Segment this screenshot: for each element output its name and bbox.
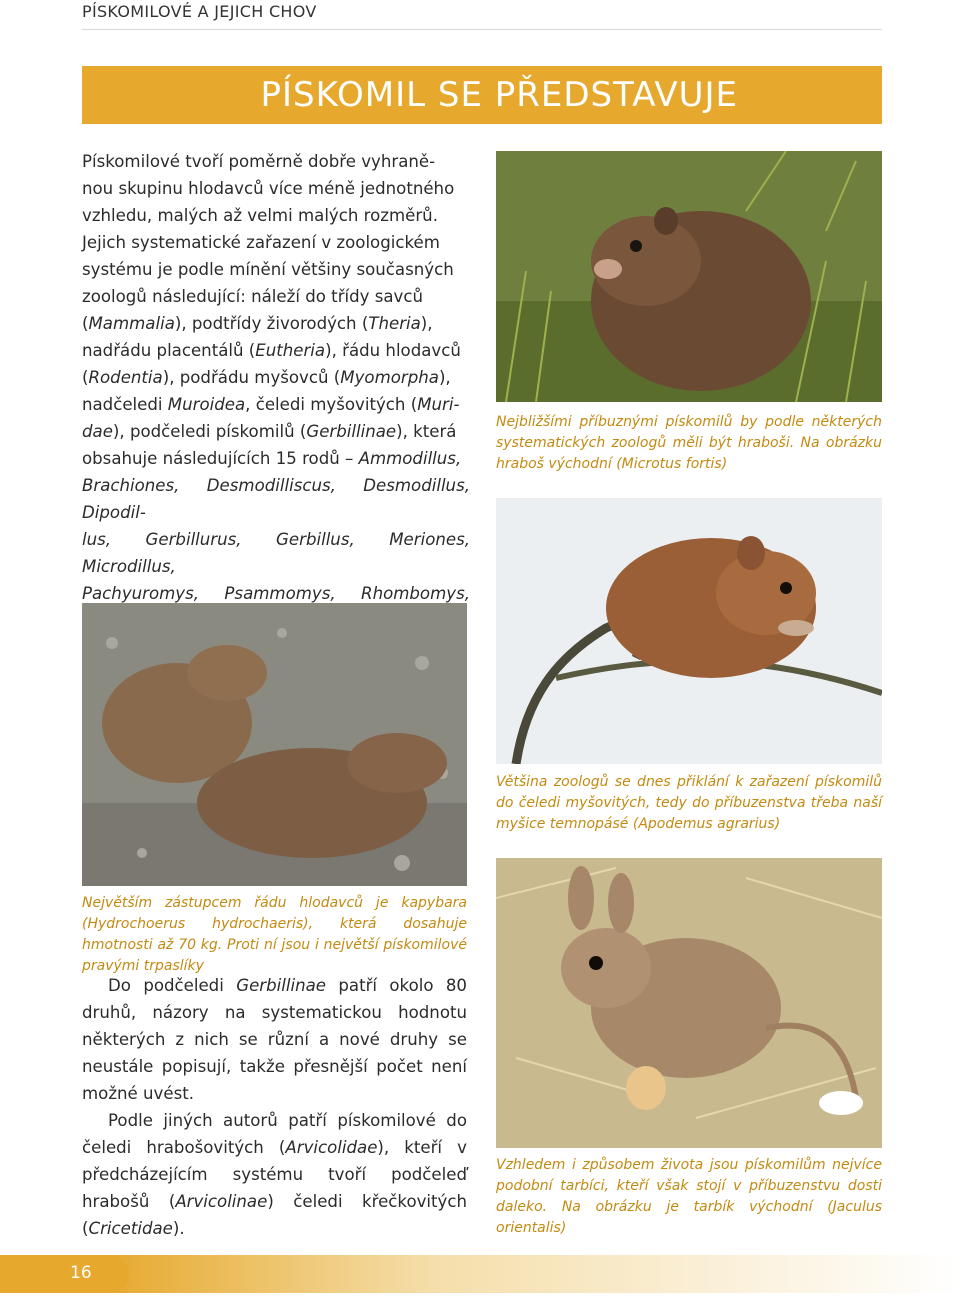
intro-line: vzhledu, malých až velmi malých rozměrů. [82, 206, 438, 225]
intro-line: (Rodentia), podřádu myšovců (Myomorpha), [82, 368, 451, 387]
mouse-caption: Většina zoologů se dnes přiklání k zařazení pískomilů do čeledi myšovitých, tedy do příbuzenstva třeba naší myšice temnopásé (Apodemus agrarius) [496, 774, 882, 832]
body-text-2 [82, 972, 467, 1242]
header-rule [82, 29, 882, 30]
intro-line: nadřádu placentálů (Eutheria), řádu hlodavců [82, 341, 461, 360]
intro-line: nou skupinu hlodavců více méně jednotného [82, 179, 455, 198]
intro-line: nadčeledi Muroidea, čeledi myšovitých (Muri- [82, 395, 460, 414]
paragraph: Podle jiných autorů patří pískomilové do čeledi hrabošovitých (Arvicolidae), kteří v předcházejícím systému tvoří podčeleď hrabošů (Arvicolinae) čeledi křečkovitých (Cricetidae). [82, 1111, 467, 1238]
intro-line: Brachiones, Desmodilliscus, Desmodillus, Dipodil- [82, 476, 470, 522]
chapter-title: PÍSKOMIL SE PŘEDSTAVUJE [260, 75, 738, 115]
jerboa-photo [496, 858, 882, 1148]
page-number: 16 [70, 1263, 92, 1283]
capybara-caption: Největším zástupcem řádu hlodavců je kapybara (Hydrochoerus hydrochaeris), která dosahuje hmotnosti až 70 kg. Proti ní jsou i největší pískomilové pravými trpaslíky [82, 895, 467, 974]
paragraph: Do podčeledi Gerbillinae patří okolo 80 druhů, názory na systematickou hodnotu některých z nich se různí a nové druhy se neustále popisují, takže přesnější počet není možné uvést. [82, 976, 467, 1103]
intro-line: obsahuje následujících 15 rodů – Ammodillus, [82, 449, 462, 468]
page-number-tab [0, 1255, 960, 1293]
intro-line: systému je podle mínění většiny současných [82, 260, 454, 279]
intro-line: Pachyuromys, Psammomys, Rhombomys, [82, 584, 470, 603]
mouse-photo [496, 498, 882, 764]
jerboa-caption: Vzhledem i způsobem života jsou pískomilům nejvíce podobní tarbíci, kteří však stojí v příbuzenstvu dosti daleko. Na obrázku je tarbík východní (Jaculus orientalis) [496, 1157, 882, 1236]
vole-caption: Nejbližšími příbuznými pískomilů by podle některých systematických zoologů měli být hraboši. Na obrázku hraboš východní (Microtus fortis) [496, 414, 882, 472]
intro-line: (Mammalia), podtřídy živorodých (Theria), [82, 314, 433, 333]
intro-line: Pískomilové tvoří poměrně dobře vyhraně- [82, 152, 436, 171]
intro-paragraph [82, 148, 470, 661]
vole-photo [496, 151, 882, 402]
intro-line: lus, Gerbillurus, Gerbillus, Meriones, Microdillus, [82, 530, 470, 576]
capybara-photo [82, 603, 467, 886]
intro-line: zoologů následující: náleží do třídy savců [82, 287, 424, 306]
intro-line: dae), podčeledi pískomilů (Gerbillinae), která [82, 422, 457, 441]
title-bar [82, 66, 882, 124]
intro-line: Jejich systematické zařazení v zoologickém [82, 233, 440, 252]
running-head: PÍSKOMILOVÉ A JEJICH CHOV [82, 2, 317, 21]
